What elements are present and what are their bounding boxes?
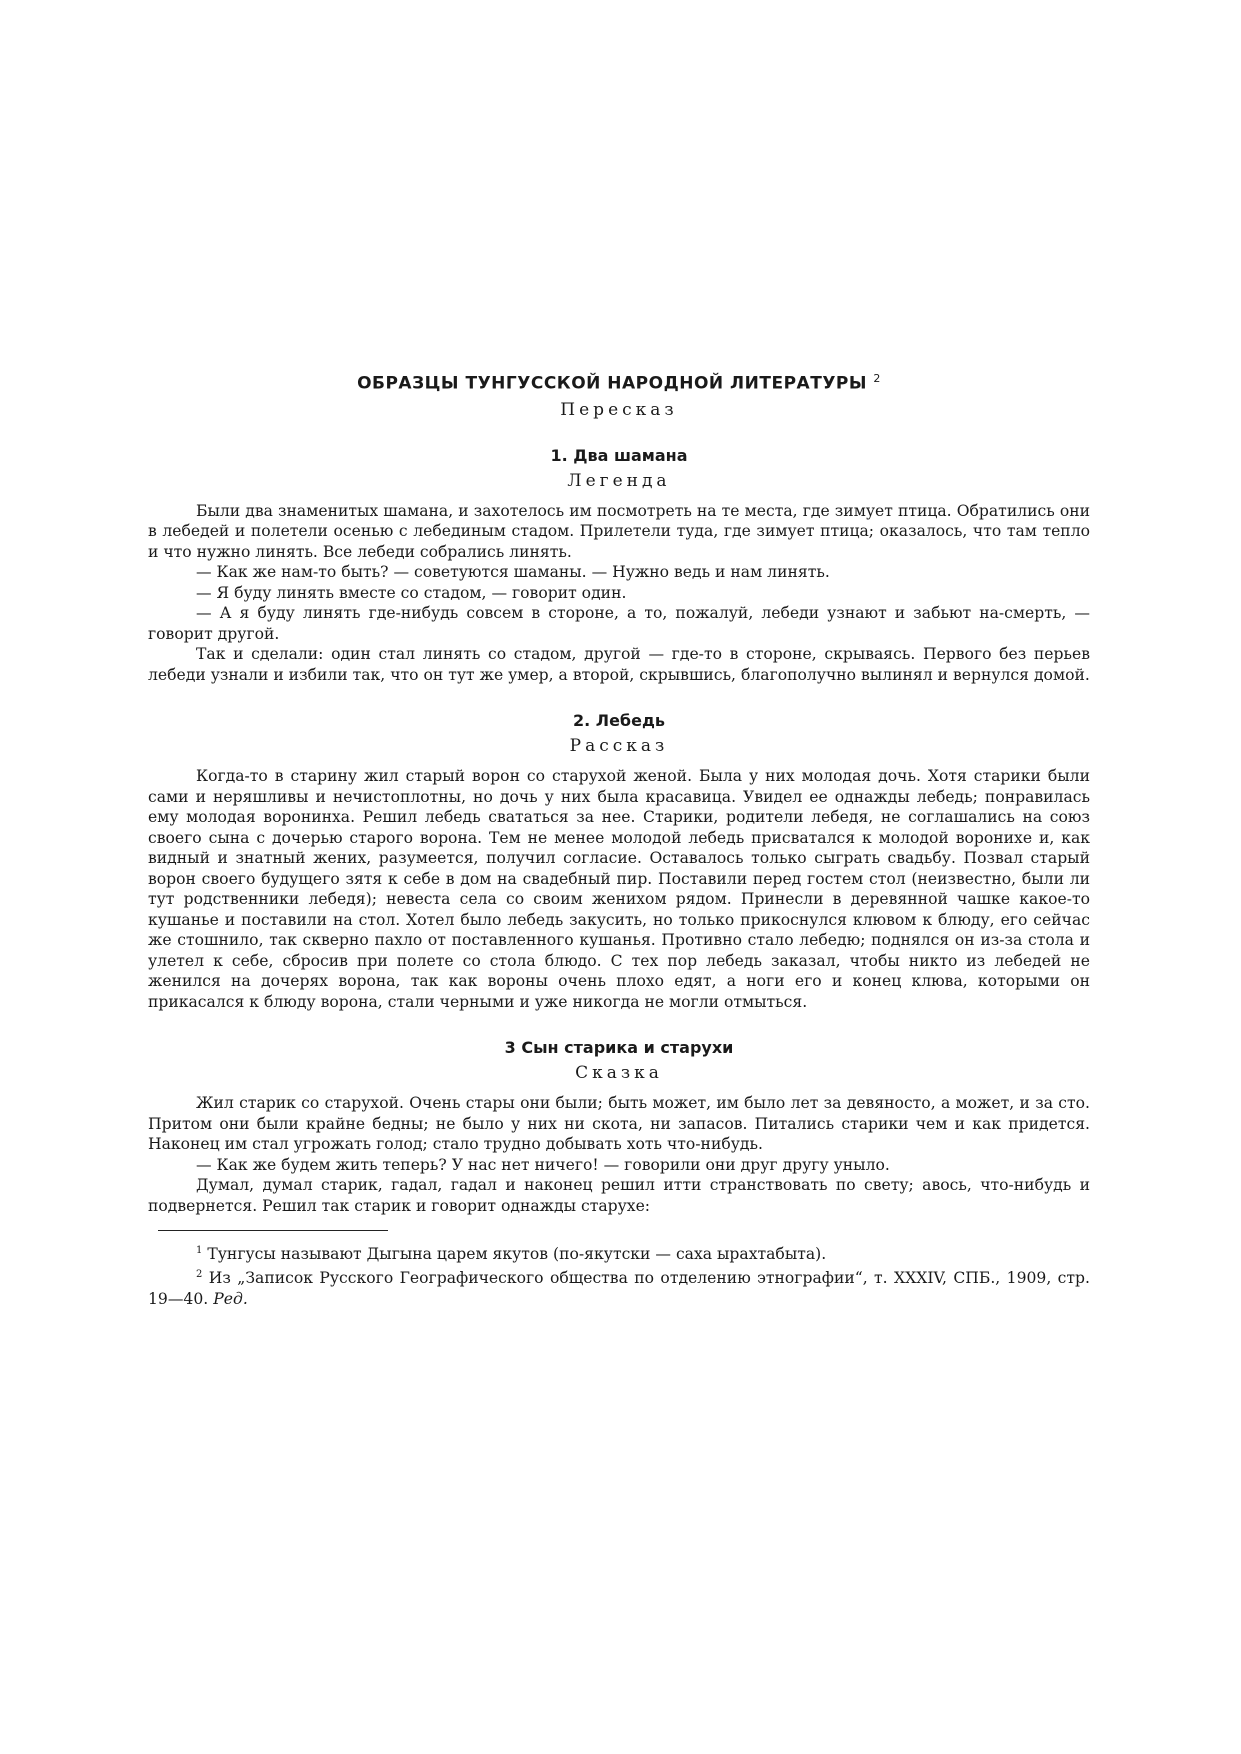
footnote-mark: 1 — [196, 1245, 203, 1257]
paragraph: — А я буду линять где-нибудь совсем в стороне, а то, пожалуй, лебеди узнают и забьют на-смерть, — говорит другой. — [148, 604, 1090, 643]
footnotes — [148, 1241, 1090, 1309]
footnote — [148, 1241, 1090, 1265]
paragraph: Так и сделали: один стал линять со стадом, другой — где-то в стороне, скрываясь. Первого без перьев лебеди узнали и избили так, что он тут же умер, а второй, скрывшись, благополучно вылинял и вернулся домой. — [148, 645, 1090, 684]
section-genre: Сказка — [575, 1063, 663, 1084]
page-subtitle: Пересказ — [560, 399, 678, 420]
paragraph: — Как же будем жить теперь? У нас нет ничего! — говорили они друг другу уныло. — [196, 1155, 890, 1174]
paragraph: Думал, думал старик, гадал, гадал и наконец решил итти странствовать по свету; авось, что-нибудь и подвернется. Решил так старик и говорит однажды старухе: — [148, 1176, 1090, 1215]
section-1 — [148, 446, 1090, 686]
page-title: ОБРАЗЦЫ ТУНГУССКОЙ НАРОДНОЙ ЛИТЕРАТУРЫ $^2$ — [357, 372, 881, 394]
section-heading: 3 Сын старика и старухи — [504, 1038, 734, 1058]
paragraph: Были два знаменитых шамана, и захотелось им посмотреть на те места, где зимует птица. Обратились они в лебедей и полетели осенью с лебединым стадом. Прилетели туда, где зимует птица; оказалось, что там тепло и что нужно линять. Все лебеди собрались линять. — [148, 501, 1090, 561]
footnote-text: Из „Записок Русского Географического общества по отделению этнографии“, т. XXXIV, СПБ., 1909, стр. 19—40. — [148, 1269, 1090, 1308]
section-genre: Легенда — [567, 470, 671, 491]
footnote-divider — [158, 1230, 388, 1231]
paragraph: Когда-то в старину жил старый ворон со старухой женой. Была у них молодая дочь. Хотя старики были сами и неряшливы и нечистоплотны, но дочь у них была красавица. Увидел ее однажды лебедь; понравилась ему молодая воронинха. Решил лебедь свататься за нее. Старики, родители лебедя, не соглашались на союз своего сына с дочерью старого ворона. Тем не менее молодой лебедь присватался к молодой воронихе и, как видный и знатный жених, разумеется, получил согласие. Оставалось только сыграть свадьбу. Позвал старый ворон своего будущего зятя к себе в дом на свадебный пир. Поставили перед гостем стол (неизвестно, были ли тут родственники лебедя); невеста села со своим женихом рядом. Принесли в деревянной чашке какое-то кушанье и поставили на стол. Хотел было лебедь закусить, но только прикоснулся клювом к блюду, его сейчас же стошнило, так скверно пахло от поставленного кушанья. Противно стало лебедю; поднялся он из-за стола и улетел к себе, сбросив при полете со стола блюдо. С тех пор лебедь заказал, чтобы никто из лебедей не женился на дочерях ворона, так как вороны очень плохо едят, а ноги его и конец клюва, которыми он прикасался к блюду ворона, стали черными и уже никогда не могли отмыться. — [148, 767, 1090, 1011]
editor-note: Ред. — [213, 1289, 248, 1308]
section-3 — [148, 1038, 1090, 1216]
section-genre: Рассказ — [569, 736, 669, 757]
title-footnote-mark: 2 — [873, 372, 881, 385]
footnote — [148, 1265, 1090, 1309]
paragraph: Жил старик со старухой. Очень стары они были; быть может, им было лет за девяносто, а может, и за сто. Притом они были крайне бедны; не было у них ни скота, ни запасов. Питались старики чем и как придется. Наконец им стал угрожать голод; стало трудно добывать хоть что-нибудь. — [148, 1094, 1090, 1154]
section-heading: 1. Два шамана — [550, 445, 688, 465]
page — [148, 372, 1090, 1309]
section-heading: 2. Лебедь — [573, 711, 665, 731]
paragraph: — Как же нам-то быть? — советуются шаманы. — Нужно ведь и нам линять. — [196, 563, 830, 582]
footnote-mark: 2 — [196, 1268, 203, 1280]
paragraph: — Я буду линять вместе со стадом, — говорит один. — [196, 583, 627, 602]
section-2 — [148, 711, 1090, 1012]
footnote-text: Тунгусы называют Дыгына царем якутов (по-якутски — саха ырахтабыта). — [207, 1245, 827, 1264]
